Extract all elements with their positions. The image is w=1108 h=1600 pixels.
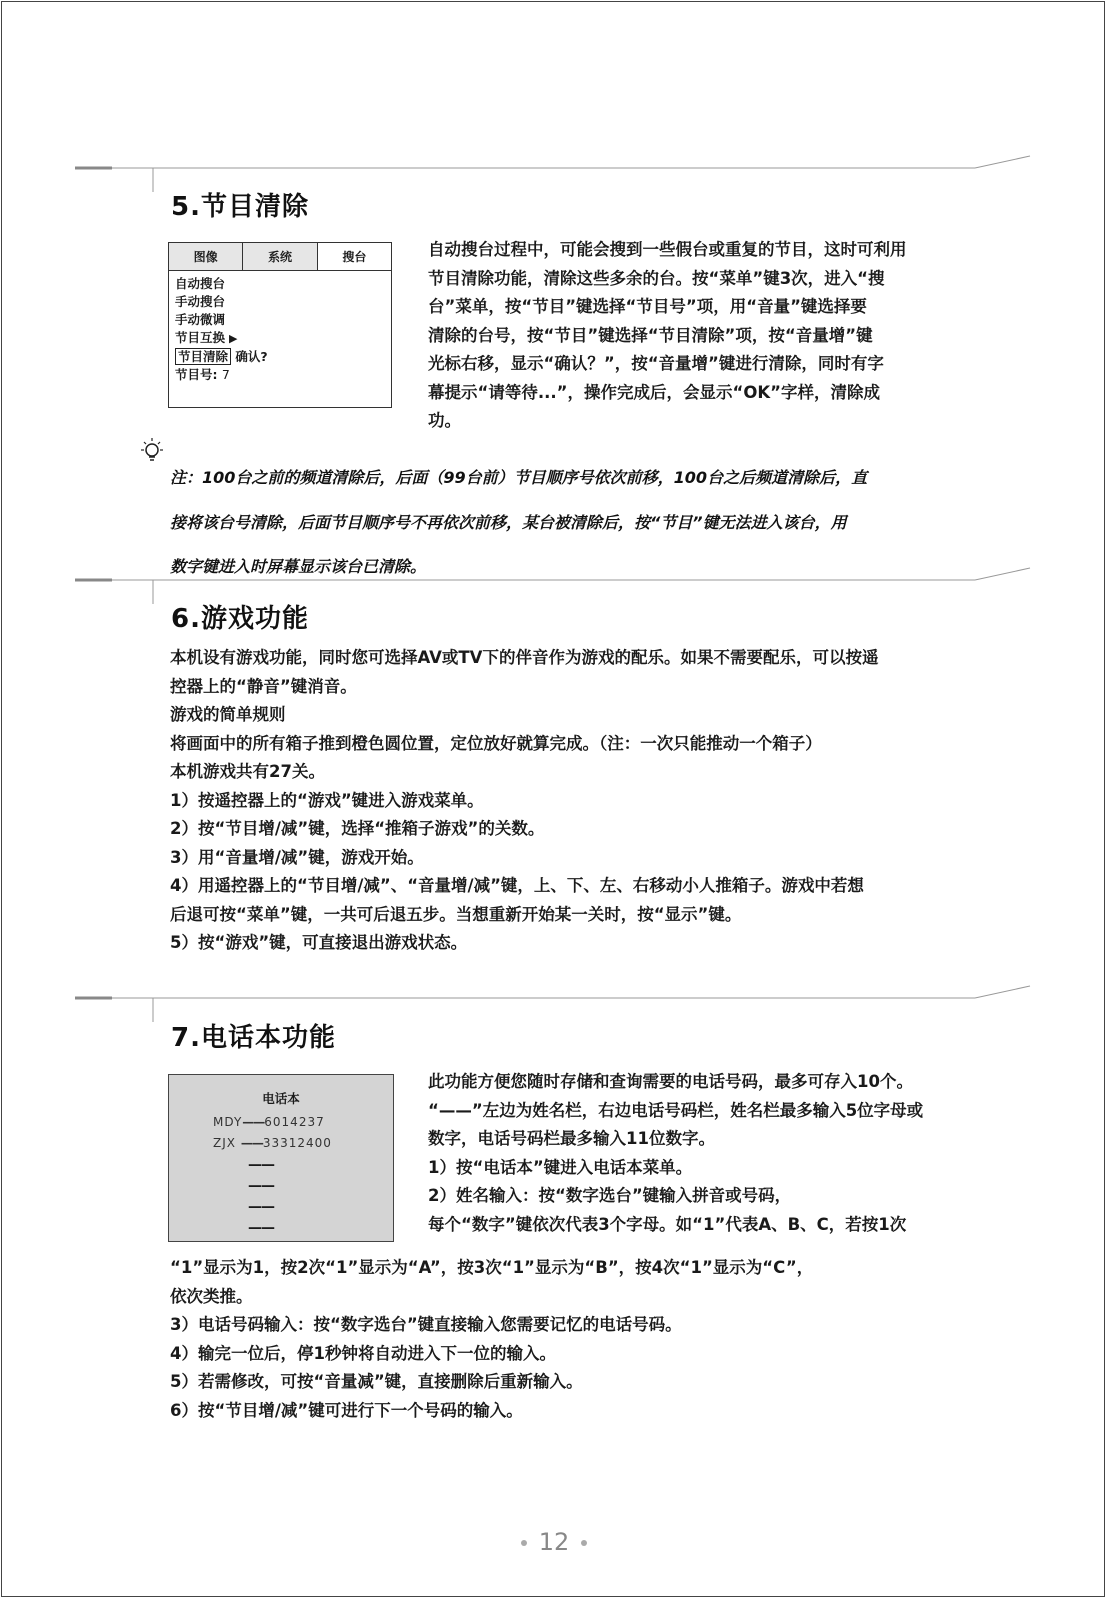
section-title: 7.电话本功能 [171,1023,336,1053]
text-line: “——”左边为姓名栏，右边电话号码栏，姓名栏最多输入5位字母或 [428,1100,924,1120]
text-line: 1）按遥控器上的“游戏”键进入游戏菜单。 [170,790,484,810]
phonebook-empty-slot: —— [248,1220,274,1236]
text-line: 3）电话号码输入：按“数字选台”键直接输入您需要记忆的电话号码。 [170,1315,682,1334]
text-line: 节目清除功能，清除这些多余的台。按“菜单”键3次，进入“搜 [428,268,885,288]
section-7-text [170,1254,1030,1425]
text-line: 将画面中的所有箱子推到橙色圆位置，定位放好就算完成。（注：一次只能推动一个箱子） [170,733,822,753]
page-number: 12 [0,1528,1108,1556]
phonebook-title: 电话本 [262,1091,300,1106]
text-line: “1”显示为1，按2次“1”显示为“A”，按3次“1”显示为“B”，按4次“1”显示为“C”， [170,1258,814,1277]
text-line: 5）按“游戏”键，可直接退出游戏状态。 [170,933,468,952]
phonebook-illustration [168,1074,394,1242]
text-line: 4）输完一位后，停1秒钟将自动进入下一位的输入。 [170,1343,556,1363]
menu-item: 手动搜台 [175,294,226,309]
section-title: 6.游戏功能 [171,604,309,634]
text-line: 5）若需修改，可按“音量减”键，直接删除后重新输入。 [170,1372,583,1391]
text-line: 2）按“节目增/减”键，选择“推箱子游戏”的关数。 [170,819,545,838]
channel-menu-illustration [168,242,392,408]
section-title: 5.节目清除 [171,192,309,222]
menu-item-clear: 节目清除 确认? [175,348,385,366]
text-line: 6）按“节目增/减”键可进行下一个号码的输入。 [170,1400,523,1420]
phonebook-empty-slot: —— [248,1199,274,1215]
text-line: 台”菜单，按“节目”键选择“节目号”项，用“音量”键选择要 [428,297,867,316]
text-line: 依次类推。 [170,1286,253,1306]
text-line: 接将该台号清除，后面节目顺序号不再依次前移，某台被清除后，按“节目”键无法进入该台，用 [170,512,847,532]
menu-item: 自动搜台 [175,276,226,291]
text-line: 游戏的简单规则 [170,705,286,724]
text-line: 每个“数字”键依次代表3个字母。如“1”代表A、B、C，若按1次 [428,1214,907,1234]
text-line: 清除的台号，按“节目”键选择“节目清除”项，按“音量增”键 [428,325,873,345]
phonebook-empty-slot: —— [248,1157,274,1173]
section-divider [0,982,1108,1012]
text-line: 数字键进入时屏幕显示该台已清除。 [170,557,427,576]
text-line: 此功能方便您随时存储和查询需要的电话号码，最多可存入10个。 [428,1072,913,1091]
text-line: 3）用“音量增/减”键，游戏开始。 [170,847,424,867]
text-line: 控器上的“静音”键消音。 [170,676,357,696]
text-line: 注：100台之前的频道清除后，后面（99台前）节目顺序号依次前移，100台之后频道清除后，直 [170,468,868,487]
text-line: 后退可按“菜单”键，一共可后退五步。当想重新开始某一关时，按“显示”键。 [170,904,742,924]
section-7-intro [428,1068,1028,1239]
section-divider [0,564,1108,594]
phonebook-empty-slot: —— [248,1178,274,1194]
text-line: 数字，电话号码栏最多输入11位数字。 [428,1129,715,1148]
menu-tab-system: 系统 [243,243,317,270]
tip-bulb-icon [138,437,166,465]
text-line: 功。 [428,411,461,430]
text-line: 本机设有游戏功能，同时您可选择AV或TV下的伴音作为游戏的配乐。如果不需要配乐，可以按遥 [170,648,879,667]
text-line: 本机游戏共有27关。 [170,762,325,781]
section-5-text [428,236,1028,436]
menu-item-swap: 节目互换 ▶ [175,330,238,345]
phonebook-entry: MDY——6014237 [213,1115,325,1129]
arrow-right-icon: ▶ [229,332,238,345]
text-line: 光标右移，显示“确认？”，按“音量增”键进行清除，同时有字 [428,354,884,373]
menu-tab-picture: 图像 [169,243,243,270]
section-divider [0,152,1108,182]
menu-item: 手动微调 [175,312,226,327]
text-line: 自动搜台过程中，可能会搜到一些假台或重复的节目，这时可利用 [428,240,907,259]
text-line: 2）姓名输入：按“数字选台”键输入拼音或号码， [428,1186,792,1205]
section-6-text [170,644,1030,958]
phonebook-entry: ZJX ——33312400 [213,1136,332,1150]
text-line: 1）按“电话本”键进入电话本菜单。 [428,1157,693,1177]
text-line: 幕提示“请等待...”，操作完成后，会显示“OK”字样，清除成 [428,382,880,402]
text-line: 4）用遥控器上的“节目增/减”、“音量增/减”键，上、下、左、右移动小人推箱子。游戏中若想 [170,876,864,895]
menu-item-program: 节目号: 7 [175,367,230,382]
menu-tab-search: 搜台 [318,243,391,270]
